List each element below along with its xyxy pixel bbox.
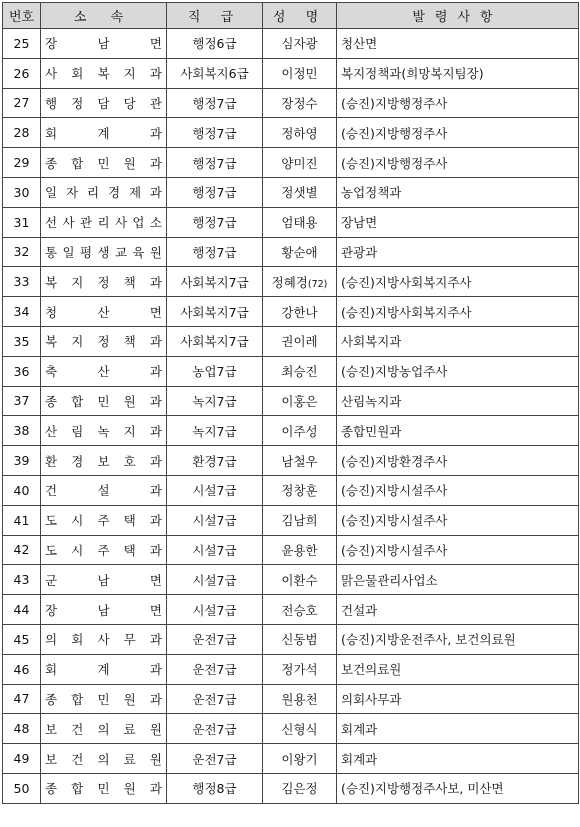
table-row bbox=[3, 446, 579, 476]
department-text: 사 회 복 지 과 bbox=[45, 66, 162, 82]
row-department bbox=[41, 446, 167, 476]
table-row bbox=[3, 177, 579, 207]
row-number: 40 bbox=[3, 475, 41, 505]
row-number: 26 bbox=[3, 58, 41, 88]
row-name bbox=[263, 267, 337, 297]
row-rank: 행정7급 bbox=[167, 177, 263, 207]
row-department bbox=[41, 29, 167, 59]
name-text: 이환수 bbox=[281, 572, 318, 588]
name-text: 정창훈 bbox=[281, 483, 318, 499]
department-text: 군 남 면 bbox=[45, 572, 162, 588]
table-row bbox=[3, 654, 579, 684]
row-rank: 운전7급 bbox=[167, 684, 263, 714]
row-department bbox=[41, 684, 167, 714]
department-text: 복 지 정 책 과 bbox=[45, 334, 162, 350]
name-text: 이정민 bbox=[281, 66, 318, 82]
row-appointment: (승진)지방시설주사 bbox=[337, 505, 579, 535]
name-text: 강한나 bbox=[281, 304, 318, 320]
row-appointment: 농업정책과 bbox=[337, 177, 579, 207]
row-rank: 행정7급 bbox=[167, 88, 263, 118]
row-name bbox=[263, 714, 337, 744]
row-number: 25 bbox=[3, 29, 41, 59]
row-appointment: 종합민원과 bbox=[337, 416, 579, 446]
name-text: 이홍은 bbox=[281, 393, 318, 409]
row-name bbox=[263, 326, 337, 356]
department-text: 의 회 사 무 과 bbox=[45, 632, 162, 648]
name-text: 김남희 bbox=[281, 513, 318, 529]
department-text: 종 합 민 원 과 bbox=[45, 393, 162, 409]
name-text: 신동범 bbox=[281, 632, 318, 648]
department-text: 도 시 주 택 과 bbox=[45, 513, 162, 529]
name-text: 최승진 bbox=[281, 364, 318, 380]
name-text: 양미진 bbox=[281, 155, 318, 171]
row-name bbox=[263, 684, 337, 714]
row-number: 39 bbox=[3, 446, 41, 476]
row-department bbox=[41, 148, 167, 178]
row-number: 31 bbox=[3, 207, 41, 237]
row-name bbox=[263, 654, 337, 684]
table-row bbox=[3, 386, 579, 416]
row-department bbox=[41, 326, 167, 356]
table-row bbox=[3, 58, 579, 88]
name-text: 남철우 bbox=[281, 453, 318, 469]
row-rank: 행정8급 bbox=[167, 773, 263, 803]
department-text: 장 남 면 bbox=[45, 602, 162, 618]
row-rank: 녹지7급 bbox=[167, 386, 263, 416]
row-number: 33 bbox=[3, 267, 41, 297]
department-text: 선 사 관 리 사 업 소 bbox=[45, 215, 162, 231]
header-row bbox=[3, 3, 579, 29]
name-text: 이왕기 bbox=[281, 751, 318, 767]
row-department bbox=[41, 88, 167, 118]
row-name bbox=[263, 446, 337, 476]
row-department bbox=[41, 177, 167, 207]
name-note: (72) bbox=[307, 278, 328, 290]
table-row bbox=[3, 237, 579, 267]
row-name bbox=[263, 207, 337, 237]
row-name bbox=[263, 237, 337, 267]
row-rank: 시설7급 bbox=[167, 475, 263, 505]
row-name bbox=[263, 505, 337, 535]
row-department bbox=[41, 654, 167, 684]
row-rank: 환경7급 bbox=[167, 446, 263, 476]
name-text: 심자광 bbox=[281, 36, 318, 52]
row-appointment: 장남면 bbox=[337, 207, 579, 237]
row-rank: 시설7급 bbox=[167, 595, 263, 625]
row-number: 30 bbox=[3, 177, 41, 207]
row-rank: 사회복지6급 bbox=[167, 58, 263, 88]
row-rank: 시설7급 bbox=[167, 565, 263, 595]
name-text: 이주성 bbox=[281, 423, 318, 439]
table-row bbox=[3, 29, 579, 59]
name-text: 김은정 bbox=[281, 781, 318, 797]
row-department bbox=[41, 237, 167, 267]
row-appointment: (승진)지방시설주사 bbox=[337, 475, 579, 505]
row-appointment: 청산면 bbox=[337, 29, 579, 59]
row-number: 50 bbox=[3, 773, 41, 803]
row-rank: 운전7급 bbox=[167, 714, 263, 744]
row-number: 42 bbox=[3, 535, 41, 565]
row-department bbox=[41, 207, 167, 237]
row-appointment: (승진)지방행정주사 bbox=[337, 118, 579, 148]
row-number: 29 bbox=[3, 148, 41, 178]
row-rank: 시설7급 bbox=[167, 505, 263, 535]
row-rank: 운전7급 bbox=[167, 654, 263, 684]
row-department bbox=[41, 535, 167, 565]
department-text: 보 건 의 료 원 bbox=[45, 721, 162, 737]
row-appointment: (승진)지방시설주사 bbox=[337, 535, 579, 565]
row-number: 46 bbox=[3, 654, 41, 684]
row-appointment: (승진)지방환경주사 bbox=[337, 446, 579, 476]
row-number: 41 bbox=[3, 505, 41, 535]
table-row bbox=[3, 505, 579, 535]
row-appointment: (승진)지방사회복지주사 bbox=[337, 267, 579, 297]
row-name bbox=[263, 386, 337, 416]
row-number: 43 bbox=[3, 565, 41, 595]
header-department: 소 속 bbox=[41, 3, 167, 29]
table-row bbox=[3, 773, 579, 803]
row-number: 35 bbox=[3, 326, 41, 356]
department-text: 장 남 면 bbox=[45, 36, 162, 52]
row-appointment: 건설과 bbox=[337, 595, 579, 625]
row-department bbox=[41, 416, 167, 446]
row-appointment: 회계과 bbox=[337, 744, 579, 774]
row-appointment: (승진)지방운전주사, 보건의료원 bbox=[337, 624, 579, 654]
row-department bbox=[41, 595, 167, 625]
header-appointment: 발령사항 bbox=[337, 3, 579, 29]
row-appointment: 회계과 bbox=[337, 714, 579, 744]
row-number: 49 bbox=[3, 744, 41, 774]
row-number: 38 bbox=[3, 416, 41, 446]
row-number: 34 bbox=[3, 297, 41, 327]
department-text: 종 합 민 원 과 bbox=[45, 691, 162, 707]
row-rank: 행정6급 bbox=[167, 29, 263, 59]
department-text: 건 설 과 bbox=[45, 483, 162, 499]
table-row bbox=[3, 148, 579, 178]
row-rank: 농업7급 bbox=[167, 356, 263, 386]
row-rank: 사회복지7급 bbox=[167, 326, 263, 356]
row-name bbox=[263, 177, 337, 207]
table-row bbox=[3, 297, 579, 327]
table-row bbox=[3, 326, 579, 356]
name-text: 정가석 bbox=[281, 662, 318, 678]
row-department bbox=[41, 118, 167, 148]
header-rank: 직 급 bbox=[167, 3, 263, 29]
row-rank: 운전7급 bbox=[167, 624, 263, 654]
row-rank: 녹지7급 bbox=[167, 416, 263, 446]
department-text: 산 림 녹 지 과 bbox=[45, 423, 162, 439]
row-department bbox=[41, 58, 167, 88]
row-department bbox=[41, 356, 167, 386]
name-text: 정샛별 bbox=[281, 185, 318, 201]
row-name bbox=[263, 88, 337, 118]
department-text: 종 합 민 원 과 bbox=[45, 781, 162, 797]
table-row bbox=[3, 595, 579, 625]
row-rank: 사회복지7급 bbox=[167, 267, 263, 297]
row-name bbox=[263, 624, 337, 654]
row-appointment: 의회사무과 bbox=[337, 684, 579, 714]
row-rank: 사회복지7급 bbox=[167, 297, 263, 327]
row-name bbox=[263, 118, 337, 148]
department-text: 일 자 리 경 제 과 bbox=[45, 185, 162, 201]
name-text: 권이레 bbox=[281, 334, 318, 350]
table-row bbox=[3, 267, 579, 297]
table-row bbox=[3, 714, 579, 744]
department-text: 복 지 정 책 과 bbox=[45, 274, 162, 290]
row-appointment: (승진)지방행정주사 bbox=[337, 88, 579, 118]
row-department bbox=[41, 386, 167, 416]
name-text: 윤용한 bbox=[281, 542, 318, 558]
row-appointment: (승진)지방행정주사 bbox=[337, 148, 579, 178]
department-text: 축 산 과 bbox=[45, 364, 162, 380]
row-department bbox=[41, 297, 167, 327]
row-name bbox=[263, 773, 337, 803]
row-number: 27 bbox=[3, 88, 41, 118]
personnel-table bbox=[2, 2, 579, 804]
row-appointment: 보건의료원 bbox=[337, 654, 579, 684]
row-number: 44 bbox=[3, 595, 41, 625]
row-name bbox=[263, 565, 337, 595]
row-department bbox=[41, 744, 167, 774]
row-department bbox=[41, 475, 167, 505]
row-number: 45 bbox=[3, 624, 41, 654]
name-text: 정혜경 bbox=[271, 274, 308, 290]
row-rank: 행정7급 bbox=[167, 237, 263, 267]
row-name bbox=[263, 416, 337, 446]
department-text: 보 건 의 료 원 bbox=[45, 751, 162, 767]
row-number: 37 bbox=[3, 386, 41, 416]
row-department bbox=[41, 505, 167, 535]
table-row bbox=[3, 88, 579, 118]
row-appointment: 맑은물관리사업소 bbox=[337, 565, 579, 595]
row-name bbox=[263, 297, 337, 327]
row-name bbox=[263, 595, 337, 625]
table-row bbox=[3, 565, 579, 595]
name-text: 신형식 bbox=[281, 721, 318, 737]
row-name bbox=[263, 744, 337, 774]
row-number: 48 bbox=[3, 714, 41, 744]
row-name bbox=[263, 58, 337, 88]
row-department bbox=[41, 565, 167, 595]
row-name bbox=[263, 148, 337, 178]
name-text: 엄태용 bbox=[281, 215, 318, 231]
table-row bbox=[3, 624, 579, 654]
table-row bbox=[3, 535, 579, 565]
department-text: 통 일 평 생 교 육 원 bbox=[45, 244, 162, 260]
row-department bbox=[41, 714, 167, 744]
row-appointment: 복지정책과(희망복지팀장) bbox=[337, 58, 579, 88]
row-name bbox=[263, 356, 337, 386]
table-row bbox=[3, 118, 579, 148]
row-rank: 시설7급 bbox=[167, 535, 263, 565]
name-text: 정하영 bbox=[281, 125, 318, 141]
name-text: 전승호 bbox=[281, 602, 318, 618]
table-row bbox=[3, 744, 579, 774]
row-rank: 행정7급 bbox=[167, 118, 263, 148]
header-name: 성 명 bbox=[263, 3, 337, 29]
table-row bbox=[3, 207, 579, 237]
row-department bbox=[41, 267, 167, 297]
header-number: 번호 bbox=[3, 3, 41, 29]
department-text: 청 산 면 bbox=[45, 304, 162, 320]
row-appointment: (승진)지방농업주사 bbox=[337, 356, 579, 386]
row-rank: 행정7급 bbox=[167, 148, 263, 178]
row-appointment: 사회복지과 bbox=[337, 326, 579, 356]
table-row bbox=[3, 416, 579, 446]
row-name bbox=[263, 535, 337, 565]
row-number: 36 bbox=[3, 356, 41, 386]
row-number: 28 bbox=[3, 118, 41, 148]
table-row bbox=[3, 356, 579, 386]
row-appointment: 산림녹지과 bbox=[337, 386, 579, 416]
department-text: 종 합 민 원 과 bbox=[45, 155, 162, 171]
row-rank: 행정7급 bbox=[167, 207, 263, 237]
department-text: 행 정 담 당 관 bbox=[45, 95, 162, 111]
row-appointment: (승진)지방행정주사보, 미산면 bbox=[337, 773, 579, 803]
row-rank: 운전7급 bbox=[167, 744, 263, 774]
table-row bbox=[3, 684, 579, 714]
row-name bbox=[263, 475, 337, 505]
department-text: 도 시 주 택 과 bbox=[45, 542, 162, 558]
name-text: 황순애 bbox=[281, 244, 318, 260]
row-appointment: 관광과 bbox=[337, 237, 579, 267]
table-row bbox=[3, 475, 579, 505]
row-name bbox=[263, 29, 337, 59]
row-number: 32 bbox=[3, 237, 41, 267]
row-appointment: (승진)지방사회복지주사 bbox=[337, 297, 579, 327]
name-text: 원용천 bbox=[281, 691, 318, 707]
row-number: 47 bbox=[3, 684, 41, 714]
name-text: 장정수 bbox=[281, 95, 318, 111]
row-department bbox=[41, 624, 167, 654]
row-department bbox=[41, 773, 167, 803]
department-text: 회 계 과 bbox=[45, 662, 162, 678]
department-text: 회 계 과 bbox=[45, 125, 162, 141]
department-text: 환 경 보 호 과 bbox=[45, 453, 162, 469]
